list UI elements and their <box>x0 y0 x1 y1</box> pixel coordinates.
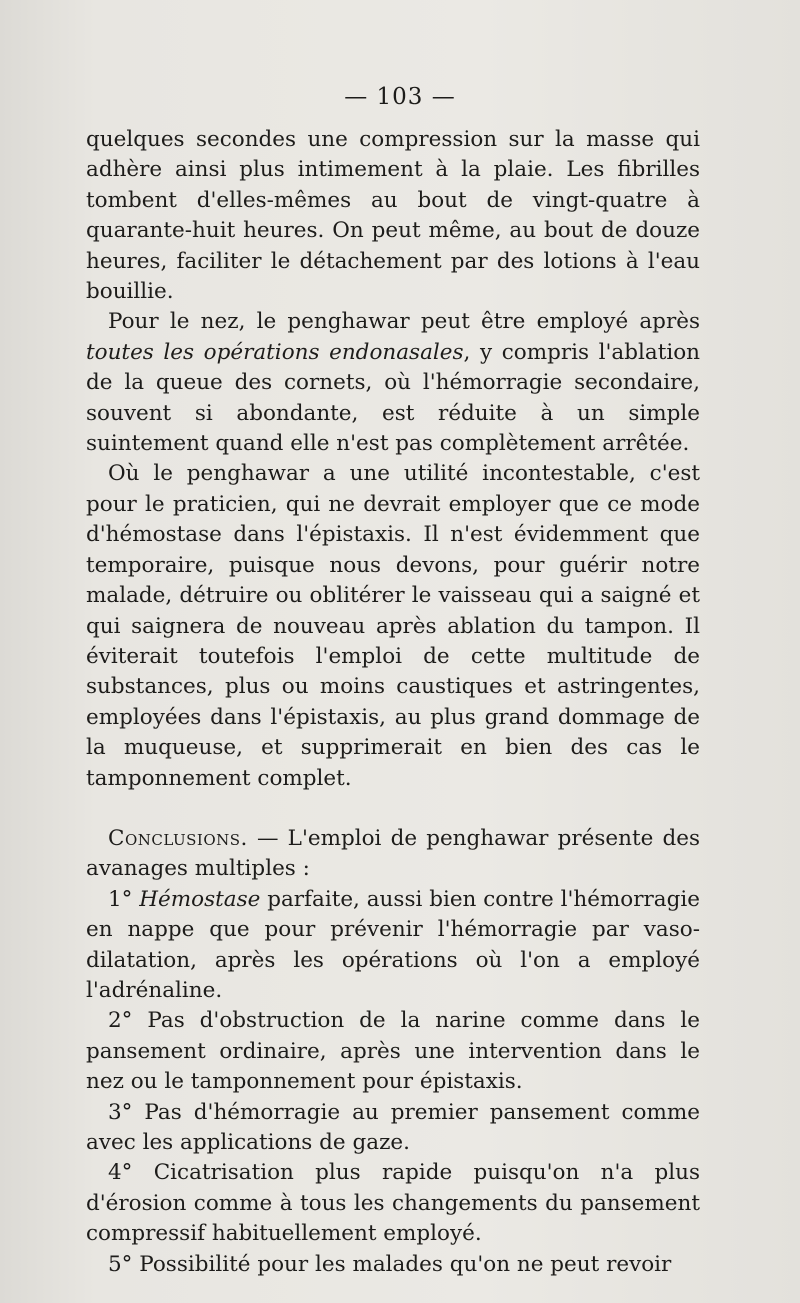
item-italic: Hémostase <box>139 886 261 912</box>
item-text: Possibilité pour les malades qu'on ne peut revoir <box>139 1251 672 1277</box>
item-text: Pas d'obstruction de la narine comme dans le pansement ordinaire, après une intervention dans le nez ou le tamponnement pour épistaxis. <box>86 1008 700 1095</box>
paragraph <box>86 307 700 459</box>
paragraph: quelques secondes une compression sur la masse qui adhère ainsi plus intimement à la plaie. Les fibrilles tombent d'elles-mêmes au bout de vingt-quatre à quarante-huit heures. On peut même, au bout de douze heures, faciliter le détachement par des lotions à l'eau bouillie. <box>86 127 700 305</box>
item-marker: 3° <box>108 1099 145 1125</box>
body-text <box>86 125 700 1280</box>
paragraph: Où le penghawar a une utilité incontestable, c'est pour le praticien, qui ne devrait employer que ce mode d'hémostase dans l'épistaxis. Il n'est évidemment que temporaire, puisque nous devons, pour guérir notre malade, détruire ou oblitérer le vaisseau qui a saigné et qui saignera de nouveau après ablation du tampon. Il éviterait toutefois l'emploi de cette multitude de substances, plus ou moins caustiques et astringentes, employées dans l'épistaxis, au plus grand dommage de la muqueuse, et supprimerait en bien des cas le tamponnement complet. <box>86 461 700 791</box>
paragraph-text: Pour le nez, le penghawar peut être employé après <box>108 309 700 335</box>
paragraph-text: , y compris l'ablation de la queue des cornets, où l'hémorragie secondaire, souvent si abondante, est réduite à un simple suintement quand elle n'est pas complètement arrêtée. <box>86 339 700 457</box>
item-marker: 2° <box>108 1008 148 1034</box>
list-item <box>86 1006 700 1097</box>
list-item <box>86 1250 700 1280</box>
item-marker: 4° <box>108 1160 154 1186</box>
list-item <box>86 1098 700 1159</box>
list-item <box>86 1158 700 1249</box>
item-text: Pas d'hémorragie au premier pansement comme avec les applications de gaze. <box>86 1099 700 1155</box>
item-marker: 5° <box>108 1251 140 1277</box>
conclusions-intro <box>86 824 700 885</box>
item-text: parfaite, aussi bien contre l'hémorragie en nappe que pour prévenir l'hémorragie par vaso-dilatation, après les opérations où l'on a employé l'adrénaline. <box>86 886 700 1003</box>
section-gap <box>86 794 700 824</box>
conclusions-heading: Conclusions. <box>108 825 248 851</box>
conclusions-intro-text: — L'emploi de penghawar présente des avanages multiples : <box>86 825 700 882</box>
italic-phrase: toutes les opérations endonasales <box>86 339 464 365</box>
page-number: — 103 — <box>344 84 456 110</box>
item-text: Cicatrisation plus rapide puisqu'on n'a plus d'érosion comme à tous les changements du pansement compressif habituellement employé. <box>86 1160 701 1247</box>
item-marker: 1° <box>108 886 140 912</box>
list-item <box>86 885 700 1007</box>
